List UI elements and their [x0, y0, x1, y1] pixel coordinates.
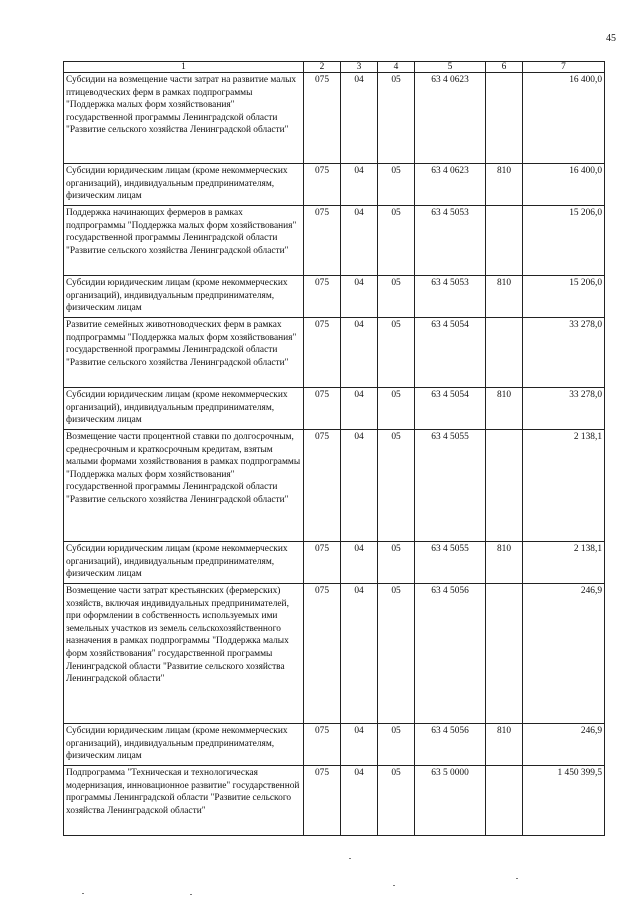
cell-name: Субсидии на возмещение части затрат на развитие малых птицеводческих ферм в рамках подпрограммы "Поддержка малых форм хозяйствования" государственной программы Ленинградской области "Развитие сельского хозяйства Ленинградской области" — [64, 73, 304, 164]
cell-ministry-code: 075 — [304, 766, 341, 836]
table-row — [64, 206, 605, 276]
cell-expense-type — [486, 206, 523, 276]
cell-section: 04 — [341, 542, 378, 584]
scan-speck — [190, 894, 192, 895]
cell-expense-type — [486, 584, 523, 724]
cell-ministry-code: 075 — [304, 206, 341, 276]
cell-expense-type — [486, 766, 523, 836]
cell-expense-type — [486, 73, 523, 164]
cell-expense-type: 810 — [486, 276, 523, 318]
header-cell-1: 1 — [64, 62, 304, 73]
header-cell-6: 6 — [486, 62, 523, 73]
header-cell-2: 2 — [304, 62, 341, 73]
cell-name: Субсидии юридическим лицам (кроме некоммерческих организаций), индивидуальным предпринимателям, физическим лицам — [64, 276, 304, 318]
header-cell-3: 3 — [341, 62, 378, 73]
cell-target-article: 63 4 5053 — [415, 276, 486, 318]
cell-amount: 2 138,1 — [523, 542, 605, 584]
table-row — [64, 542, 605, 584]
cell-section: 04 — [341, 724, 378, 766]
scan-speck — [82, 893, 84, 894]
cell-expense-type: 810 — [486, 542, 523, 584]
table-row — [64, 164, 605, 206]
cell-ministry-code: 075 — [304, 430, 341, 542]
cell-subsection: 05 — [378, 766, 415, 836]
cell-section: 04 — [341, 584, 378, 724]
cell-section: 04 — [341, 430, 378, 542]
table-row — [64, 766, 605, 836]
cell-subsection: 05 — [378, 584, 415, 724]
table-row — [64, 724, 605, 766]
cell-section: 04 — [341, 766, 378, 836]
table-row — [64, 430, 605, 542]
table-row — [64, 318, 605, 388]
scan-speck — [393, 885, 395, 886]
cell-ministry-code: 075 — [304, 73, 341, 164]
cell-expense-type: 810 — [486, 388, 523, 430]
table-row — [64, 388, 605, 430]
cell-name: Субсидии юридическим лицам (кроме некоммерческих организаций), индивидуальным предпринимателям, физическим лицам — [64, 164, 304, 206]
cell-amount: 1 450 399,5 — [523, 766, 605, 836]
cell-ministry-code: 075 — [304, 276, 341, 318]
cell-amount: 16 400,0 — [523, 73, 605, 164]
cell-subsection: 05 — [378, 542, 415, 584]
cell-amount: 15 206,0 — [523, 276, 605, 318]
table-row — [64, 584, 605, 724]
scan-speck — [349, 858, 351, 859]
cell-section: 04 — [341, 276, 378, 318]
cell-subsection: 05 — [378, 318, 415, 388]
cell-amount: 15 206,0 — [523, 206, 605, 276]
cell-ministry-code: 075 — [304, 724, 341, 766]
cell-section: 04 — [341, 164, 378, 206]
cell-target-article: 63 4 5055 — [415, 542, 486, 584]
cell-name: Субсидии юридическим лицам (кроме некоммерческих организаций), индивидуальным предпринимателям, физическим лицам — [64, 388, 304, 430]
cell-name: Субсидии юридическим лицам (кроме некоммерческих организаций), индивидуальным предпринимателям, физическим лицам — [64, 542, 304, 584]
cell-name: Развитие семейных животноводческих ферм в рамках подпрограммы "Поддержка малых форм хозяйствования" государственной программы Ленинградской области "Развитие сельского хозяйства Ленинградской области" — [64, 318, 304, 388]
cell-expense-type: 810 — [486, 724, 523, 766]
cell-section: 04 — [341, 206, 378, 276]
cell-amount: 246,9 — [523, 724, 605, 766]
cell-target-article: 63 4 5056 — [415, 724, 486, 766]
budget-table — [63, 61, 605, 836]
cell-target-article: 63 4 5056 — [415, 584, 486, 724]
cell-target-article: 63 4 5053 — [415, 206, 486, 276]
table-header-row — [64, 62, 605, 73]
cell-subsection: 05 — [378, 388, 415, 430]
cell-expense-type: 810 — [486, 164, 523, 206]
cell-name: Возмещение части затрат крестьянских (фермерских) хозяйств, включая индивидуальных предпринимателей, при оформлении в собственность используемых ими земельных участков из земель сельскохозяйственного назначения в рамках подпрограммы "Поддержка малых форм хозяйствования" государственной программы Ленинградской области "Развитие сельского хозяйства Ленинградской области" — [64, 584, 304, 724]
cell-expense-type — [486, 318, 523, 388]
cell-section: 04 — [341, 318, 378, 388]
table-row — [64, 276, 605, 318]
cell-amount: 2 138,1 — [523, 430, 605, 542]
cell-name: Возмещение части процентной ставки по долгосрочным, среднесрочным и краткосрочным кредитам, взятым малыми формами хозяйствования в рамках подпрограммы "Поддержка малых форм хозяйствования" государственной программы Ленинградской области "Развитие сельского хозяйства Ленинградской области" — [64, 430, 304, 542]
cell-amount: 246,9 — [523, 584, 605, 724]
cell-target-article: 63 4 0623 — [415, 164, 486, 206]
cell-name: Поддержка начинающих фермеров в рамках подпрограммы "Поддержка малых форм хозяйствования" государственной программы Ленинградской области "Развитие сельского хозяйства Ленинградской области" — [64, 206, 304, 276]
cell-ministry-code: 075 — [304, 164, 341, 206]
page-number: 45 — [606, 33, 616, 44]
cell-subsection: 05 — [378, 164, 415, 206]
cell-subsection: 05 — [378, 206, 415, 276]
cell-subsection: 05 — [378, 276, 415, 318]
cell-amount: 33 278,0 — [523, 388, 605, 430]
cell-ministry-code: 075 — [304, 584, 341, 724]
cell-ministry-code: 075 — [304, 318, 341, 388]
cell-target-article: 63 5 0000 — [415, 766, 486, 836]
scan-speck — [516, 878, 518, 879]
cell-name: Субсидии юридическим лицам (кроме некоммерческих организаций), индивидуальным предпринимателям, физическим лицам — [64, 724, 304, 766]
cell-amount: 16 400,0 — [523, 164, 605, 206]
header-cell-7: 7 — [523, 62, 605, 73]
cell-amount: 33 278,0 — [523, 318, 605, 388]
cell-expense-type — [486, 430, 523, 542]
table-row — [64, 73, 605, 164]
cell-section: 04 — [341, 73, 378, 164]
cell-name: Подпрограмма "Техническая и технологическая модернизация, инновационное развитие" государственной программы Ленинградской области "Развитие сельского хозяйства Ленинградской области" — [64, 766, 304, 836]
cell-subsection: 05 — [378, 73, 415, 164]
cell-ministry-code: 075 — [304, 542, 341, 584]
cell-subsection: 05 — [378, 724, 415, 766]
cell-ministry-code: 075 — [304, 388, 341, 430]
cell-target-article: 63 4 5054 — [415, 318, 486, 388]
header-cell-5: 5 — [415, 62, 486, 73]
cell-section: 04 — [341, 388, 378, 430]
cell-target-article: 63 4 0623 — [415, 73, 486, 164]
cell-subsection: 05 — [378, 430, 415, 542]
header-cell-4: 4 — [378, 62, 415, 73]
cell-target-article: 63 4 5055 — [415, 430, 486, 542]
cell-target-article: 63 4 5054 — [415, 388, 486, 430]
